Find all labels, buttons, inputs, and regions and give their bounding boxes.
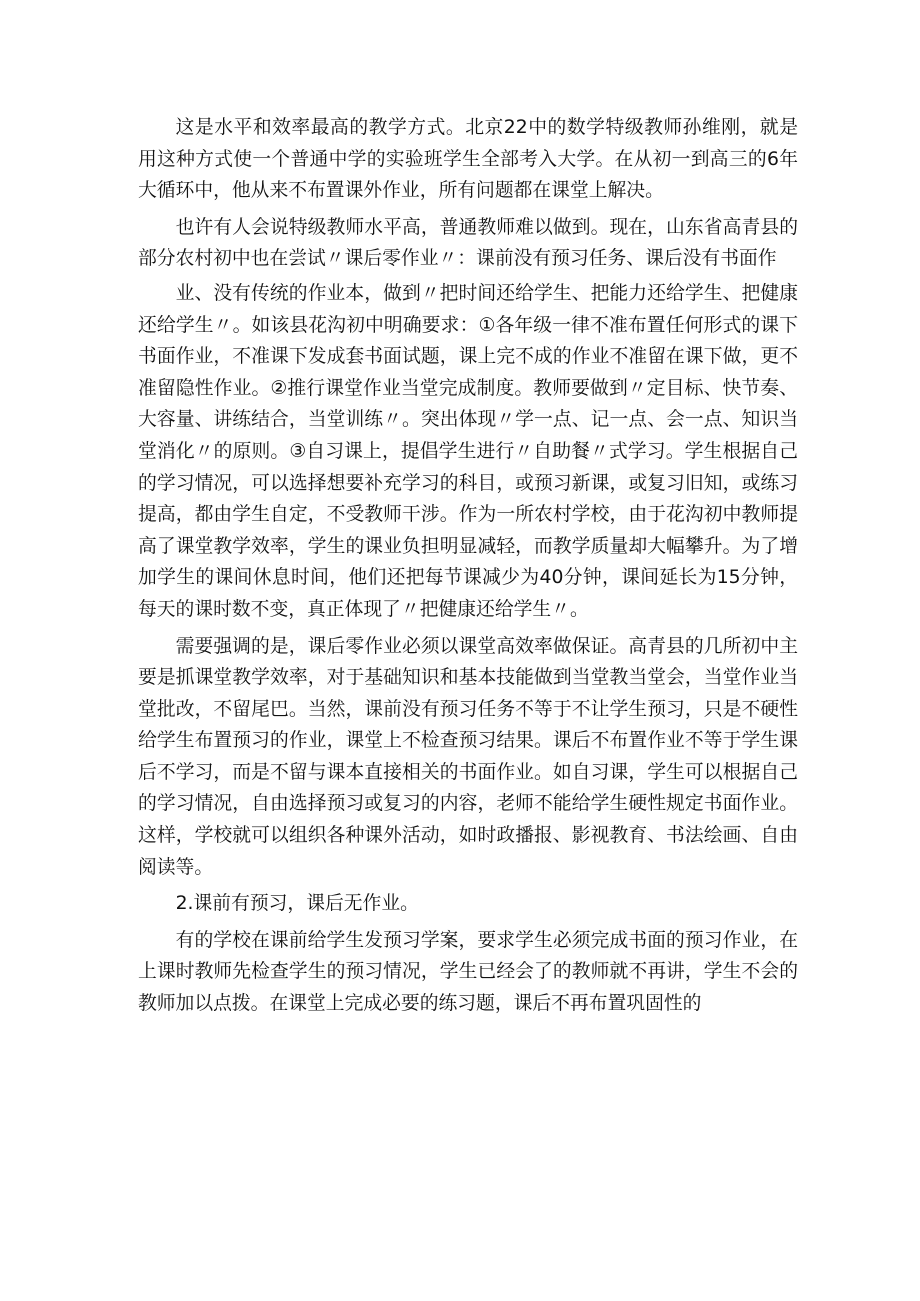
document-body: [138, 112, 798, 1023]
paragraph-zero-homework-intro: 也许有人会说特级教师水平高，普通教师难以做到。现在，山东省高青县的部分农村初中也在尝试〃课后零作业〃：课前没有预习任务、课后没有书面作: [138, 216, 798, 270]
paragraph-teaching-method: 这是水平和效率最高的教学方式。北京22中的数学特级教师孙维刚，就是用这种方式使一个普通中学的实验班学生全部考入大学。在从初一到高三的6年大循环中，他从来不布置课外作业，所有问题都在课堂上解决。: [138, 117, 798, 202]
paragraph-huagou-requirements: 业、没有传统的作业本，做到〃把时间还给学生、把能力还给学生、把健康还给学生〃。如该县花沟初中明确要求：①各年级一律不准布置任何形式的课下书面作业，不准课下发成套书面试题，课上完不成的作业不准留在课下做，更不准留隐性作业。②推行课堂作业当堂完成制度。教师要做到〃定目标、快节奏、大容量、讲练结合，当堂训练〃。突出体现〃学一点、记一点、会一点、知识当堂消化〃的原则。③自习课上，提倡学生进行〃自助餐〃式学习。学生根据自己的学习情况，可以选择想要补充学习的科目，或预习新课，或复习旧知，或练习提高，都由学生自定，不受教师干涉。作为一所农村学校，由于花沟初中教师提高了课堂教学效率，学生的课业负担明显减轻，而教学质量却大幅攀升。为了增加学生的课间休息时间，他们还把每节课减少为40分钟，课间延长为15分钟，每天的课时数不变，真正体现了〃把健康还给学生〃。: [138, 282, 798, 620]
paragraph-efficiency-emphasis: 需要强调的是，课后零作业必须以课堂高效率做保证。高青县的几所初中主要是抓课堂教学效率，对于基础知识和基本技能做到当堂教当堂会，当堂作业当堂批改，不留尾巴。当然，课前没有预习任务不等于不让学生预习，只是不硬性给学生布置预习的作业，课堂上不检查预习结果。课后不布置作业不等于学生课后不学习，而是不留与课本直接相关的书面作业。如自习课，学生可以根据自己的学习情况，自由选择预习或复习的内容，老师不能给学生硬性规定书面作业。这样，学校就可以组织各种课外活动，如时政播报、影视教育、书法绘画、自由阅读等。: [138, 635, 798, 878]
section-heading-preview: 2.课前有预习，课后无作业。: [175, 893, 419, 915]
paragraph-preview-plan: 有的学校在课前给学生发预习学案，要求学生必须完成书面的预习作业，在上课时教师先检查学生的预习情况，学生已经会了的教师就不再讲，学生不会的教师加以点拨。在课堂上完成必要的练习题，课后不再布置巩固性的: [138, 929, 798, 1015]
